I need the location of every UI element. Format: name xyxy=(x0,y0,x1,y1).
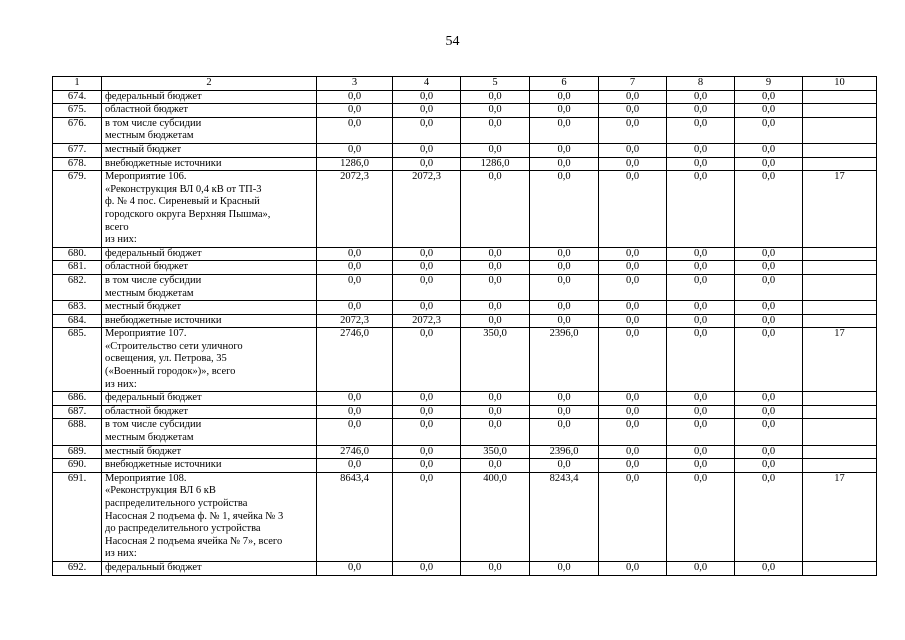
description-line: из них: xyxy=(105,234,137,246)
description-line: в том числе субсидии xyxy=(105,419,202,431)
row-description xyxy=(102,314,317,328)
description-line: внебюджетные источники xyxy=(105,157,222,169)
row-description xyxy=(102,459,317,473)
value-cell-col7: 0,0 xyxy=(599,419,667,445)
value-cell-col6: 0,0 xyxy=(530,459,599,473)
header-cell-8: 8 xyxy=(667,77,735,91)
header-cell-3: 3 xyxy=(317,77,393,91)
description-line: в том числе субсидии xyxy=(105,274,202,286)
value-cell-col4: 0,0 xyxy=(393,561,461,575)
value-cell-col5: 0,0 xyxy=(461,143,530,157)
value-cell-col6: 0,0 xyxy=(530,405,599,419)
value-cell-col5: 0,0 xyxy=(461,171,530,248)
row-number: 680. xyxy=(53,247,102,261)
value-cell-col4: 0,0 xyxy=(393,419,461,445)
row-number: 681. xyxy=(53,261,102,275)
value-cell-col4: 0,0 xyxy=(393,328,461,392)
value-cell-col10 xyxy=(803,117,877,143)
value-cell-col5: 0,0 xyxy=(461,90,530,104)
value-cell-col9: 0,0 xyxy=(735,274,803,300)
row-description xyxy=(102,261,317,275)
value-cell-col6: 0,0 xyxy=(530,247,599,261)
row-description xyxy=(102,419,317,445)
value-cell-col10 xyxy=(803,301,877,315)
value-cell-col4: 0,0 xyxy=(393,405,461,419)
value-cell-col7: 0,0 xyxy=(599,274,667,300)
value-cell-col9: 0,0 xyxy=(735,459,803,473)
row-number: 691. xyxy=(53,472,102,561)
value-cell-col10 xyxy=(803,405,877,419)
table-row xyxy=(53,392,877,406)
value-cell-col6: 0,0 xyxy=(530,274,599,300)
row-number: 684. xyxy=(53,314,102,328)
header-cell-2: 2 xyxy=(102,77,317,91)
value-cell-col8: 0,0 xyxy=(667,445,735,459)
value-cell-col7: 0,0 xyxy=(599,157,667,171)
value-cell-col8: 0,0 xyxy=(667,171,735,248)
value-cell-col3: 0,0 xyxy=(317,247,393,261)
value-cell-col3: 0,0 xyxy=(317,261,393,275)
value-cell-col10 xyxy=(803,104,877,118)
table-row xyxy=(53,301,877,315)
value-cell-col8: 0,0 xyxy=(667,314,735,328)
value-cell-col8: 0,0 xyxy=(667,247,735,261)
value-cell-col5: 0,0 xyxy=(461,405,530,419)
value-cell-col4: 0,0 xyxy=(393,445,461,459)
description-line: местный бюджет xyxy=(105,143,182,155)
value-cell-col5: 400,0 xyxy=(461,472,530,561)
row-description xyxy=(102,90,317,104)
value-cell-col10 xyxy=(803,261,877,275)
value-cell-col3: 0,0 xyxy=(317,459,393,473)
description-line: «Реконструкция ВЛ 6 кВ xyxy=(105,485,216,497)
value-cell-col4: 0,0 xyxy=(393,104,461,118)
value-cell-col7: 0,0 xyxy=(599,561,667,575)
description-line: внебюджетные источники xyxy=(105,314,222,326)
row-description xyxy=(102,445,317,459)
value-cell-col7: 0,0 xyxy=(599,459,667,473)
description-line: федеральный бюджет xyxy=(105,247,202,259)
value-cell-col9: 0,0 xyxy=(735,561,803,575)
row-number: 692. xyxy=(53,561,102,575)
table-row xyxy=(53,143,877,157)
value-cell-col6: 0,0 xyxy=(530,143,599,157)
value-cell-col7: 0,0 xyxy=(599,247,667,261)
value-cell-col3: 2072,3 xyxy=(317,314,393,328)
value-cell-col5: 0,0 xyxy=(461,419,530,445)
value-cell-col3: 0,0 xyxy=(317,392,393,406)
header-cell-9: 9 xyxy=(735,77,803,91)
value-cell-col6: 0,0 xyxy=(530,104,599,118)
value-cell-col6: 0,0 xyxy=(530,301,599,315)
value-cell-col10 xyxy=(803,314,877,328)
value-cell-col8: 0,0 xyxy=(667,90,735,104)
description-line: из них: xyxy=(105,378,137,390)
value-cell-col9: 0,0 xyxy=(735,392,803,406)
value-cell-col8: 0,0 xyxy=(667,261,735,275)
value-cell-col3: 0,0 xyxy=(317,117,393,143)
value-cell-col7: 0,0 xyxy=(599,90,667,104)
row-description xyxy=(102,301,317,315)
description-line: федеральный бюджет xyxy=(105,561,202,573)
description-line: всего xyxy=(105,221,129,233)
value-cell-col5: 0,0 xyxy=(461,314,530,328)
value-cell-col5: 0,0 xyxy=(461,301,530,315)
value-cell-col4: 0,0 xyxy=(393,117,461,143)
row-description xyxy=(102,405,317,419)
value-cell-col3: 0,0 xyxy=(317,274,393,300)
value-cell-col5: 0,0 xyxy=(461,117,530,143)
table-row xyxy=(53,274,877,300)
row-number: 678. xyxy=(53,157,102,171)
value-cell-col3: 2746,0 xyxy=(317,328,393,392)
description-line: Насосная 2 подъема ф. № 1, ячейка № 3 xyxy=(105,510,284,522)
table-row xyxy=(53,171,877,248)
value-cell-col8: 0,0 xyxy=(667,405,735,419)
value-cell-col5: 350,0 xyxy=(461,328,530,392)
value-cell-col8: 0,0 xyxy=(667,561,735,575)
header-cell-7: 7 xyxy=(599,77,667,91)
row-number: 675. xyxy=(53,104,102,118)
value-cell-col6: 0,0 xyxy=(530,314,599,328)
value-cell-col10 xyxy=(803,90,877,104)
description-line: Насосная 2 подъема ячейка № 7», всего xyxy=(105,535,283,547)
value-cell-col6: 0,0 xyxy=(530,117,599,143)
value-cell-col4: 0,0 xyxy=(393,90,461,104)
row-number: 689. xyxy=(53,445,102,459)
value-cell-col9: 0,0 xyxy=(735,301,803,315)
description-line: в том числе субсидии xyxy=(105,117,202,129)
table-row xyxy=(53,419,877,445)
value-cell-col10 xyxy=(803,247,877,261)
header-cell-5: 5 xyxy=(461,77,530,91)
table-row xyxy=(53,117,877,143)
row-description xyxy=(102,247,317,261)
value-cell-col9: 0,0 xyxy=(735,104,803,118)
header-cell-10: 10 xyxy=(803,77,877,91)
value-cell-col3: 2746,0 xyxy=(317,445,393,459)
description-line: «Строительство сети уличного xyxy=(105,340,243,352)
value-cell-col3: 0,0 xyxy=(317,405,393,419)
value-cell-col3: 0,0 xyxy=(317,301,393,315)
budget-table xyxy=(52,76,877,576)
table-row xyxy=(53,90,877,104)
value-cell-col10: 17 xyxy=(803,472,877,561)
value-cell-col9: 0,0 xyxy=(735,328,803,392)
description-line: «Реконструкция ВЛ 0,4 кВ от ТП-3 xyxy=(105,183,262,195)
row-number: 683. xyxy=(53,301,102,315)
value-cell-col7: 0,0 xyxy=(599,117,667,143)
value-cell-col3: 0,0 xyxy=(317,561,393,575)
row-number: 687. xyxy=(53,405,102,419)
value-cell-col4: 0,0 xyxy=(393,157,461,171)
description-line: распределительного устройства xyxy=(105,498,248,509)
row-description xyxy=(102,274,317,300)
value-cell-col4: 0,0 xyxy=(393,143,461,157)
description-line: местный бюджет xyxy=(105,301,182,313)
value-cell-col5: 0,0 xyxy=(461,392,530,406)
value-cell-col7: 0,0 xyxy=(599,171,667,248)
value-cell-col7: 0,0 xyxy=(599,301,667,315)
value-cell-col7: 0,0 xyxy=(599,104,667,118)
value-cell-col5: 350,0 xyxy=(461,445,530,459)
value-cell-col9: 0,0 xyxy=(735,472,803,561)
row-number: 682. xyxy=(53,274,102,300)
value-cell-col6: 0,0 xyxy=(530,90,599,104)
description-line: внебюджетные источники xyxy=(105,459,222,471)
value-cell-col8: 0,0 xyxy=(667,392,735,406)
value-cell-col4: 0,0 xyxy=(393,247,461,261)
value-cell-col8: 0,0 xyxy=(667,104,735,118)
row-description xyxy=(102,171,317,248)
row-description xyxy=(102,104,317,118)
description-line: освещения, ул. Петрова, 35 xyxy=(105,353,227,365)
description-line: областной бюджет xyxy=(105,261,188,273)
row-number: 688. xyxy=(53,419,102,445)
page-number: 54 xyxy=(445,34,460,49)
value-cell-col10 xyxy=(803,157,877,171)
table-row xyxy=(53,472,877,561)
value-cell-col7: 0,0 xyxy=(599,143,667,157)
row-number: 674. xyxy=(53,90,102,104)
value-cell-col6: 0,0 xyxy=(530,157,599,171)
table-header-row xyxy=(53,77,877,91)
row-number: 677. xyxy=(53,143,102,157)
value-cell-col10 xyxy=(803,561,877,575)
row-description xyxy=(102,561,317,575)
table-row xyxy=(53,445,877,459)
value-cell-col7: 0,0 xyxy=(599,445,667,459)
description-line: областной бюджет xyxy=(105,405,188,417)
value-cell-col3: 8643,4 xyxy=(317,472,393,561)
value-cell-col6: 0,0 xyxy=(530,171,599,248)
value-cell-col8: 0,0 xyxy=(667,459,735,473)
row-number: 679. xyxy=(53,171,102,248)
description-line: местным бюджетам xyxy=(105,432,194,444)
value-cell-col7: 0,0 xyxy=(599,472,667,561)
row-description xyxy=(102,392,317,406)
value-cell-col4: 0,0 xyxy=(393,392,461,406)
description-line: из них: xyxy=(105,548,137,560)
table-row xyxy=(53,261,877,275)
value-cell-col7: 0,0 xyxy=(599,405,667,419)
table-row xyxy=(53,247,877,261)
value-cell-col9: 0,0 xyxy=(735,143,803,157)
value-cell-col5: 0,0 xyxy=(461,104,530,118)
value-cell-col9: 0,0 xyxy=(735,445,803,459)
value-cell-col4: 2072,3 xyxy=(393,171,461,248)
header-cell-6: 6 xyxy=(530,77,599,91)
value-cell-col8: 0,0 xyxy=(667,328,735,392)
value-cell-col6: 0,0 xyxy=(530,561,599,575)
value-cell-col4: 2072,3 xyxy=(393,314,461,328)
value-cell-col8: 0,0 xyxy=(667,419,735,445)
value-cell-col8: 0,0 xyxy=(667,472,735,561)
value-cell-col4: 0,0 xyxy=(393,472,461,561)
value-cell-col4: 0,0 xyxy=(393,274,461,300)
table-row xyxy=(53,328,877,392)
row-description xyxy=(102,472,317,561)
header-cell-4: 4 xyxy=(393,77,461,91)
value-cell-col4: 0,0 xyxy=(393,301,461,315)
description-line: областной бюджет xyxy=(105,104,188,116)
row-description xyxy=(102,328,317,392)
value-cell-col3: 0,0 xyxy=(317,104,393,118)
table-row xyxy=(53,314,877,328)
value-cell-col8: 0,0 xyxy=(667,143,735,157)
value-cell-col9: 0,0 xyxy=(735,261,803,275)
value-cell-col10 xyxy=(803,392,877,406)
value-cell-col10: 17 xyxy=(803,171,877,248)
value-cell-col4: 0,0 xyxy=(393,261,461,275)
value-cell-col5: 1286,0 xyxy=(461,157,530,171)
description-line: Мероприятие 107. xyxy=(105,328,187,340)
value-cell-col6: 0,0 xyxy=(530,419,599,445)
value-cell-col5: 0,0 xyxy=(461,459,530,473)
table-row xyxy=(53,405,877,419)
value-cell-col3: 2072,3 xyxy=(317,171,393,248)
description-line: («Военный городок»)», всего xyxy=(105,366,236,378)
description-line: федеральный бюджет xyxy=(105,392,202,404)
value-cell-col3: 0,0 xyxy=(317,143,393,157)
value-cell-col8: 0,0 xyxy=(667,301,735,315)
row-number: 686. xyxy=(53,392,102,406)
description-line: местным бюджетам xyxy=(105,130,194,142)
row-description xyxy=(102,117,317,143)
row-description xyxy=(102,143,317,157)
value-cell-col9: 0,0 xyxy=(735,419,803,445)
value-cell-col10 xyxy=(803,274,877,300)
value-cell-col3: 0,0 xyxy=(317,419,393,445)
description-line: местным бюджетам xyxy=(105,287,194,299)
table-row xyxy=(53,459,877,473)
value-cell-col6: 2396,0 xyxy=(530,328,599,392)
value-cell-col3: 0,0 xyxy=(317,90,393,104)
value-cell-col8: 0,0 xyxy=(667,157,735,171)
value-cell-col9: 0,0 xyxy=(735,157,803,171)
value-cell-col5: 0,0 xyxy=(461,261,530,275)
table-row xyxy=(53,157,877,171)
value-cell-col9: 0,0 xyxy=(735,90,803,104)
description-line: Мероприятие 108. xyxy=(105,472,187,484)
value-cell-col9: 0,0 xyxy=(735,314,803,328)
description-line: до распределительного устройства xyxy=(105,523,261,535)
value-cell-col7: 0,0 xyxy=(599,314,667,328)
description-line: городского округа Верхняя Пышма», xyxy=(105,208,271,220)
value-cell-col9: 0,0 xyxy=(735,171,803,248)
value-cell-col6: 8243,4 xyxy=(530,472,599,561)
table-row xyxy=(53,561,877,575)
value-cell-col8: 0,0 xyxy=(667,274,735,300)
value-cell-col5: 0,0 xyxy=(461,274,530,300)
value-cell-col9: 0,0 xyxy=(735,117,803,143)
description-line: федеральный бюджет xyxy=(105,90,202,102)
value-cell-col7: 0,0 xyxy=(599,392,667,406)
value-cell-col10 xyxy=(803,143,877,157)
value-cell-col10 xyxy=(803,419,877,445)
value-cell-col4: 0,0 xyxy=(393,459,461,473)
value-cell-col6: 0,0 xyxy=(530,261,599,275)
value-cell-col6: 0,0 xyxy=(530,392,599,406)
value-cell-col10: 17 xyxy=(803,328,877,392)
description-line: Мероприятие 106. xyxy=(105,171,187,183)
row-description xyxy=(102,157,317,171)
header-cell-1: 1 xyxy=(53,77,102,91)
description-line: ф. № 4 пос. Сиреневый и Красный xyxy=(105,196,260,208)
value-cell-col10 xyxy=(803,459,877,473)
row-number: 676. xyxy=(53,117,102,143)
value-cell-col10 xyxy=(803,445,877,459)
value-cell-col7: 0,0 xyxy=(599,328,667,392)
value-cell-col7: 0,0 xyxy=(599,261,667,275)
value-cell-col9: 0,0 xyxy=(735,247,803,261)
value-cell-col8: 0,0 xyxy=(667,117,735,143)
table-row xyxy=(53,104,877,118)
row-number: 685. xyxy=(53,328,102,392)
value-cell-col5: 0,0 xyxy=(461,247,530,261)
value-cell-col5: 0,0 xyxy=(461,561,530,575)
value-cell-col3: 1286,0 xyxy=(317,157,393,171)
description-line: местный бюджет xyxy=(105,445,182,457)
row-number: 690. xyxy=(53,459,102,473)
value-cell-col9: 0,0 xyxy=(735,405,803,419)
value-cell-col6: 2396,0 xyxy=(530,445,599,459)
